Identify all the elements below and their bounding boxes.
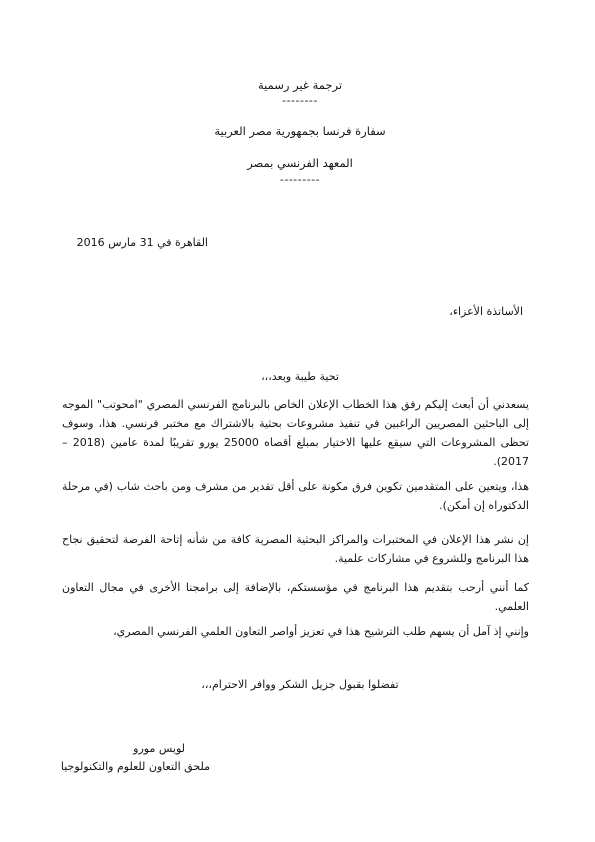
signatory-name: لويس مورو (133, 742, 185, 755)
closing-line: تفضلوا بقبول جزيل الشكر ووافر الاحترام،،، (201, 678, 399, 691)
separator-line: -------- (282, 94, 318, 107)
date-line: القاهرة في 31 مارس 2016 (76, 236, 208, 249)
paragraph-intro: يسعدني أن أبعث إليكم رفق هذا الخطاب الإعلان الخاص بالبرنامج الفرنسي المصري "امحوتب" الموجه إلى الباحثين المصريين الراغبين في تنفيذ مشروعات بحثية بالاشتراك مع مختبر فرنسي. هذا، وسوف تحظى المشروعات التي سيقع عليها الاختيار بمبلغ أقصاه 25000 يورو تقريبًا لمدة عامين (2018 – 2017). (62, 398, 529, 468)
translation-note: ترجمة غير رسمية (257, 78, 343, 92)
signatory-title: ملحق التعاون للعلوم والتكنولوجيا (60, 760, 210, 773)
separator-line: --------- (279, 173, 321, 186)
paragraph-dissemination: إن نشر هذا الإعلان في المختبرات والمراكز البحثية المصرية كافة من شأنه إتاحة الفرصة لتحقيق نجاح هذا البرنامج وللشروع في مشاركات علمية. (62, 533, 529, 565)
salutation: الأساتذة الأعزاء، (449, 305, 523, 318)
paragraph-welcome: كما أنني أرحب بتقديم هذا البرنامج في مؤسستكم، بالإضافة إلى برامجنا الأخرى في مجال التعاون العلمي. (62, 581, 529, 613)
embassy-heading: سفارة فرنسا بجمهورية مصر العربية (214, 124, 386, 138)
paragraph-hope: وإنني إذ آمل أن يسهم طلب الترشيح هذا في تعزيز أواصر التعاون العلمي الفرنسي المصري، (113, 625, 529, 638)
institute-heading: المعهد الفرنسي بمصر (247, 156, 353, 170)
greeting: تحية طيبة وبعد،،، (261, 370, 339, 383)
paragraph-teams: هذا، ويتعين على المتقدمين تكوين فرق مكونة على أقل تقدير من مشرف ومن باحث شاب (في مرحلة الدكتوراه إن أمكن). (62, 480, 529, 512)
